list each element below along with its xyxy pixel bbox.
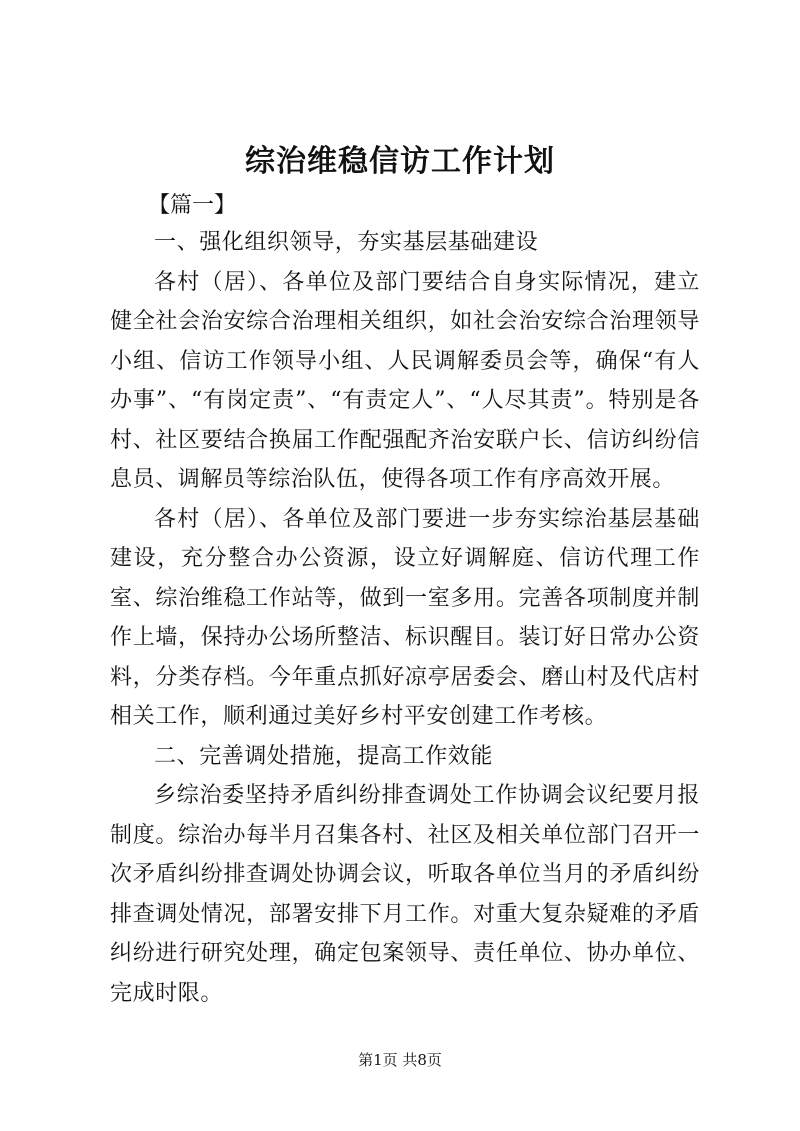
heading-section-2: 二、完善调处措施，提高工作效能 [154, 743, 494, 769]
section-tag: 【篇一】 [148, 193, 237, 218]
heading-section-1: 一、强化组织领导，夯实基层基础建设 [154, 230, 539, 255]
document-body [110, 223, 700, 1013]
body-paragraph: 各村（居）、各单位及部门要结合自身实际情况，建立健全社会治安综合治理相关组织，如社会治安综合治理领导小组、信访工作领导小组、人民调解委员会等，确保“有人办事”、“有岗定责”、“有责定人”、“人尽其责”。特别是各村、社区要结合换届工作配强配齐治安联户长、信访纠纷信息员、调解员等综治队伍，使得各项工作有序高效开展。 [110, 269, 700, 492]
page-number-footer: 第1页 共8页 [358, 1051, 442, 1069]
body-paragraph: 各村（居）、各单位及部门要进一步夯实综治基层基础建设，充分整合办公资源，设立好调解庭、信访代理工作室、综治维稳工作站等，做到一室多用。完善各项制度并制作上墙，保持办公场所整洁、标识醒目。装订好日常办公资料，分类存档。今年重点抓好凉亭居委会、磨山村及代店村相关工作，顺利通过美好乡村平安创建工作考核。 [110, 506, 700, 729]
body-paragraph: 乡综治委坚持矛盾纠纷排查调处工作协调会议纪要月报制度。综治办每半月召集各村、社区及相关单位部门召开一次矛盾纠纷排查调处协调会议，听取各单位当月的矛盾纠纷排查调处情况，部署安排下月工作。对重大复杂疑难的矛盾纠纷进行研究处理，确定包案领导、责任单位、协办单位、完成时限。 [110, 783, 700, 1006]
document-title: 综治维稳信访工作计划 [245, 144, 555, 179]
